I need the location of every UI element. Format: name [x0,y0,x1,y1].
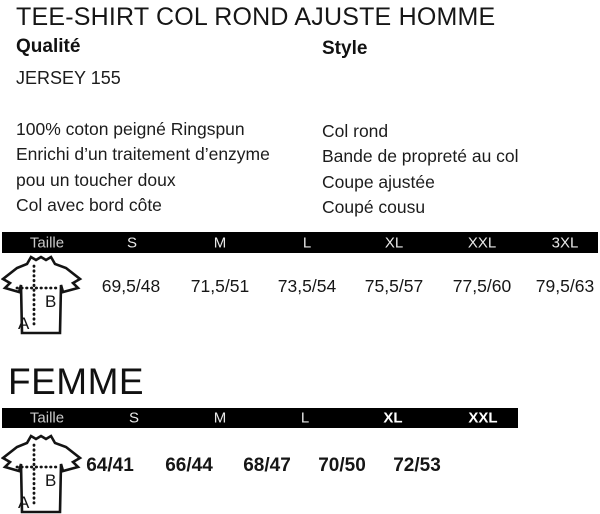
size-values-femme [0,455,600,477]
size-header-cell: XXL [468,409,498,427]
size-header-cell: XL [384,234,404,251]
size-table-header-femme [2,408,518,428]
size-value-cell: 75,5/57 [364,276,424,296]
quality-line: Col avec bord côte [16,195,162,216]
style-line: Col rond [322,121,389,141]
tshirt-outline [3,257,80,333]
size-value-cell: 79,5/63 [535,276,595,296]
tshirt-measure-icon [1,254,85,338]
size-value-cell: 69,5/48 [101,276,161,296]
quality-heading: Qualité [16,36,81,57]
size-header-cell: M [213,234,227,251]
style-line: Coupé cousu [322,197,426,218]
quality-description [16,117,270,219]
size-header-cell: XL [383,409,403,427]
size-value-cell: 66/44 [165,455,213,476]
size-header-cell: XXL [467,234,497,251]
page-title: TEE-SHIRT COL ROND AJUSTE HOMME [16,3,496,31]
quality-line: Enrichi d’un traitement d’enzyme [16,144,270,165]
size-header-cell: L [302,234,312,251]
style-heading: Style [322,38,368,59]
size-values-homme [0,276,600,298]
measure-label-a: A [18,493,30,512]
size-header-cell: L [300,409,310,427]
tshirt-measure-icon [1,433,85,514]
tshirt-outline [3,436,80,512]
size-value-cell: 73,5/54 [277,276,337,296]
size-value-cell: 64/41 [86,455,134,476]
style-line: Coupe ajustée [322,171,435,192]
size-value-cell: 71,5/51 [190,276,250,296]
fabric-name: JERSEY 155 [16,68,121,88]
size-header-cell: S [128,409,140,427]
style-description [322,119,519,221]
style-line: Bande de propreté au col [322,146,519,167]
size-label-cell: Taille [29,409,65,427]
size-value-cell: 70/50 [318,455,366,476]
size-value-cell: 77,5/60 [452,276,512,296]
size-header-cell: S [126,234,138,251]
size-value-cell: 72/53 [393,455,441,476]
size-header-cell: M [213,409,227,427]
measure-label-a: A [18,314,30,333]
size-header-cell: 3XL [551,234,579,251]
size-value-cell: 68/47 [243,455,291,476]
quality-line: 100% coton peigné Ringspun [16,119,245,139]
femme-section-heading: FEMME [8,361,145,402]
quality-line: pou un toucher doux [16,169,176,190]
measure-label-b: B [45,471,57,490]
size-label-cell: Taille [29,234,65,251]
measure-label-b: B [45,292,57,311]
size-table-header-homme [2,232,598,253]
